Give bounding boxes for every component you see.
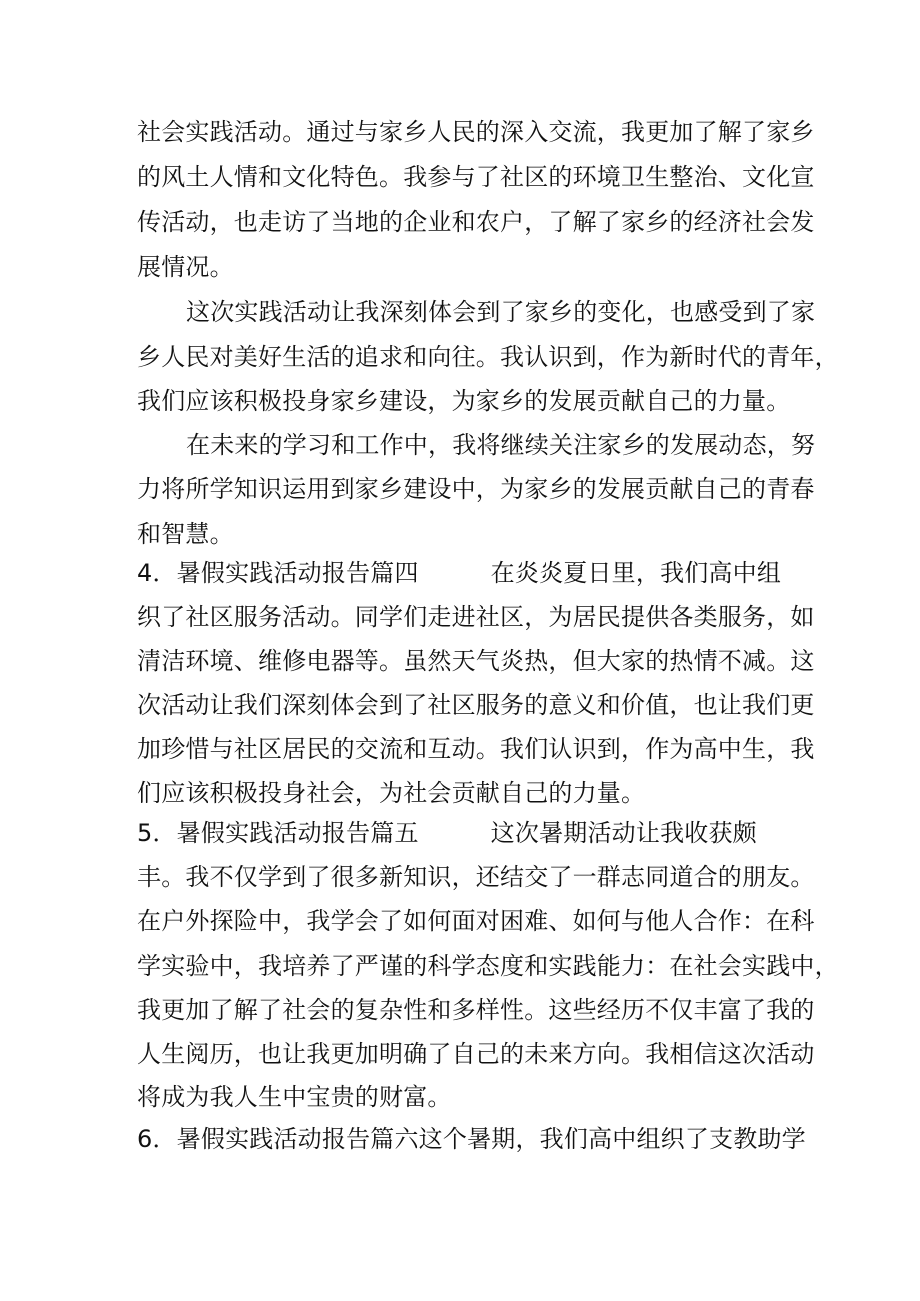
text-line: 人生阅历，也让我更加明确了自己的未来方向。我相信这次活动: [137, 1040, 815, 1068]
section-title-5: 5．暑假实践活动报告篇五: [137, 819, 419, 847]
text-line: 我更加了解了社会的复杂性和多样性。这些经历不仅丰富了我的: [137, 996, 815, 1024]
text-line: 展情况。: [137, 253, 234, 281]
section-title-4: 4．暑假实践活动报告篇四: [137, 559, 419, 587]
text-line: 社会实践活动。通过与家乡人民的深入交流，我更加了解了家乡: [137, 118, 815, 146]
text-line: 丰。我不仅学到了很多新知识，还结交了一群志同道合的朋友。: [137, 863, 815, 891]
section-heading-6: 6．暑假实践活动报告篇六这个暑期，我们高中组织了支教助学: [137, 1125, 806, 1153]
text-line: 的风土人情和文化特色。我参与了社区的环境卫生整治、文化宣: [137, 163, 815, 191]
section-heading-5: [137, 818, 797, 848]
text-line: 织了社区服务活动。同学们走进社区，为居民提供各类服务，如: [137, 603, 815, 631]
text-line: 清洁环境、维修电器等。虽然天气炎热，但大家的热情不减。这: [137, 647, 815, 675]
text-line: 将成为我人生中宝贵的财富。: [137, 1083, 452, 1111]
text-line: 传活动，也走访了当地的企业和农户，了解了家乡的经济社会发: [137, 208, 815, 236]
section-start-4: 在炎炎夏日里，我们高中组: [490, 559, 782, 587]
text-line: 学实验中，我培养了严谨的科学态度和实践能力：在社会实践中，: [137, 952, 839, 980]
paragraph-start-line: 这次实践活动让我深刻体会到了家乡的变化，也感受到了家: [186, 298, 816, 326]
text-line: 在户外探险中，我学会了如何面对困难、如何与他人合作：在科: [137, 907, 815, 935]
text-line: 力将所学知识运用到家乡建设中，为家乡的发展贡献自己的青春: [137, 475, 815, 503]
text-line: 我们应该积极投身家乡建设，为家乡的发展贡献自己的力量。: [137, 387, 791, 415]
text-line: 们应该积极投身社会，为社会贡献自己的力量。: [137, 779, 646, 807]
text-line: 和智慧。: [137, 520, 234, 548]
paragraph-start-line: 在未来的学习和工作中，我将继续关注家乡的发展动态，努: [186, 431, 816, 459]
section-start-5: 这次暑期活动让我收获颇: [490, 819, 757, 847]
text-line: 次活动让我们深刻体会到了社区服务的意义和价值，也让我们更: [137, 691, 815, 719]
text-line: 加珍惜与社区居民的交流和互动。我们认识到，作为高中生，我: [137, 735, 815, 763]
text-line: 乡人民对美好生活的追求和向往。我认识到，作为新时代的青年，: [137, 343, 839, 371]
section-heading-4: [137, 558, 797, 588]
